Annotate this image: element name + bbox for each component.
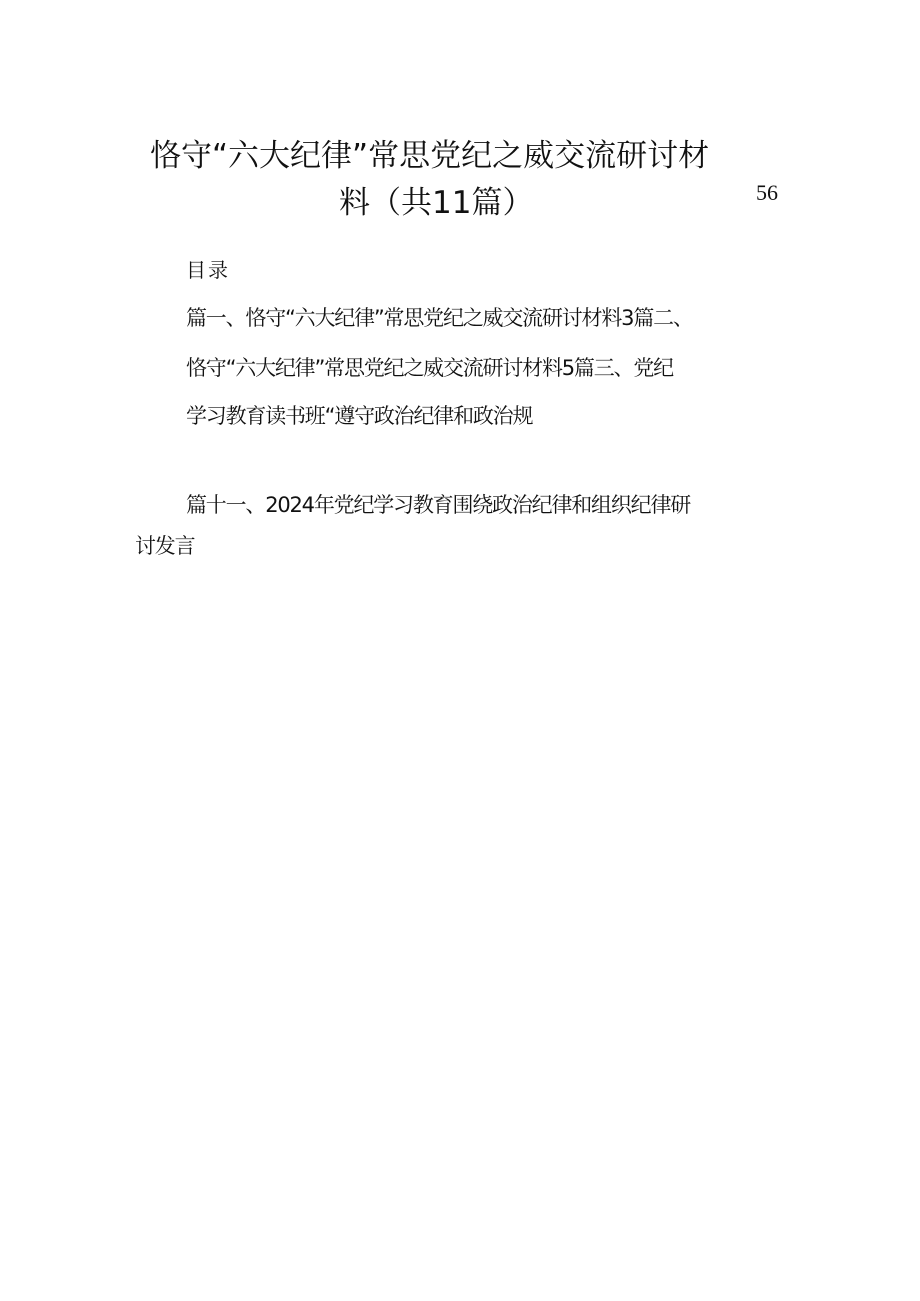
toc-entry-line: 篇十一、2024年党纪学习教育围绕政治纪律和组织纪律研 <box>186 493 691 517</box>
toc-entry-line: 恪守“六大纪律”常思党纪之威交流研讨材料5篇三、党纪 <box>186 356 673 380</box>
document-title-line-2: 料（共11篇） <box>339 185 534 221</box>
toc-entry-line: 讨发言 <box>135 534 195 558</box>
document-title-line-1: 恪守“六大纪律”常思党纪之威交流研讨材 <box>150 138 710 174</box>
toc-heading: 目录 <box>186 258 230 282</box>
page-number: 56 <box>756 180 778 205</box>
toc-entry-line: 篇一、恪守“六大纪律”常思党纪之威交流研讨材料3篇二、 <box>186 306 693 330</box>
toc-entry-line: 学习教育读书班“遵守政治纪律和政治规 <box>186 404 533 428</box>
